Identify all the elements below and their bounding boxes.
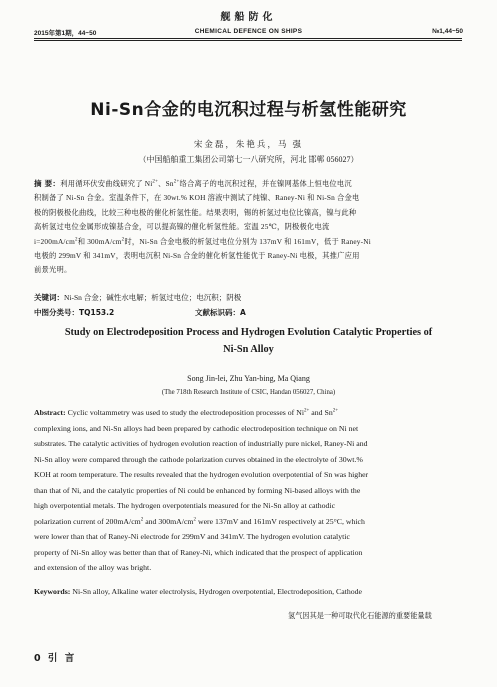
authors-cn: 宋金磊，朱艳兵，马 强 — [193, 139, 304, 149]
abstract-cn-text: 利用循环伏安曲线研究了 Ni — [60, 179, 153, 188]
abstract-en-text: and Sn — [309, 408, 333, 417]
clc-label: 中图分类号： — [34, 308, 79, 317]
abstract-en-text: than that of Ni, and the catalytic properties of Ni could be enhanced by forming Ni-based alloys with the — [34, 485, 361, 495]
abstract-cn-label: 摘 要： — [34, 179, 61, 188]
keywords-en-label: Keywords: — [34, 587, 71, 596]
affiliation-cn: （中国船舶重工集团公司第七一八研究所，河北 邯郸 056027） — [138, 155, 359, 164]
abstract-en-text: high overpotential metals. The hydrogen overpotentials measured for the Ni-Sn alloy at cathodic — [34, 501, 336, 510]
abstract-en-text: were lower than that of Raney-Ni electrode for 299mV and 341mV. The hydrogen evolution catalytic — [34, 532, 350, 541]
keywords-cn-text: Ni-Sn 合金；碱性水电解；析氢过电位；电沉积；阴极 — [64, 293, 242, 302]
section-heading-introduction: 0 引 言 — [34, 653, 77, 664]
abstract-en-text: KOH at room temperature. The results revealed that the hydrogen evolution overpotential of Sn was higher — [34, 470, 369, 479]
document-code — [195, 307, 246, 318]
abstract-en-text: polarization current of 200mA/cm — [34, 516, 141, 526]
abstract-cn-text: 、Sn — [158, 179, 174, 188]
abstract-en-text: and extension of the alloy was bright. — [34, 563, 152, 572]
abstract-en-text: substrates. The catalytic activities of hydrogen evolution reaction of industrially pure nickel, Raney-Ni and — [34, 439, 368, 448]
keywords-en — [34, 587, 464, 596]
authors-en: Song Jin-lei, Zhu Yan-bing, Ma Qiang — [187, 374, 310, 383]
superscript: 2+ — [332, 408, 339, 414]
header-rule-2 — [34, 40, 462, 41]
paper-title-en-line1: Study on Electrodeposition Process and Hydrogen Evolution Catalytic Properties of — [64, 327, 433, 338]
issue-number: №1,44~50 — [432, 28, 463, 35]
superscript: 2 — [74, 237, 78, 243]
abstract-en-text: complexing ions, and Ni-Sn alloys had been prepared by cathodic electrodeposition technique on Ni net — [34, 423, 359, 433]
superscript: 2 — [140, 516, 144, 522]
abstract-cn-text: 时，Ni-Sn 合金电极的析氢过电位分别为 137mV 和 161mV，低于 Raney-Ni — [124, 236, 371, 246]
abstract-en — [34, 405, 464, 576]
intro-first-line: 氢气因其是一种可取代化石能源的重要能量载 — [288, 612, 432, 620]
abstract-en-text: and 300mA/cm — [143, 516, 194, 526]
abstract-cn-text: 前景光明。 — [34, 265, 72, 275]
paper-title-cn: Ni-Sn合金的电沉积过程与析氢性能研究 — [90, 100, 407, 120]
superscript: 2 — [193, 516, 196, 522]
doc-id-value: A — [240, 308, 246, 317]
abstract-cn-text: 积制备了 Ni-Sn 合金。室温条件下，在 30wt.% KOH 溶液中测试了纯镍、Raney-Ni 和 Ni-Sn 合金电 — [34, 193, 360, 203]
affiliation-en: (The 718th Research Institute of CSIC, Handan 056027, China) — [161, 389, 336, 396]
abstract-en-text: were 137mV and 161mV respectively at 25°C, which — [196, 516, 365, 526]
keywords-en-text: Ni-Sn alloy, Alkaline water electrolysis, Hydrogen overpotential, Electrodeposition, Cathode — [70, 587, 362, 596]
abstract-cn-text: 高析氢过电位金属形成镍基合金，可以提高镍的催化析氢性能。室温 25℃，阴极极化电流 — [34, 222, 330, 232]
header-rule — [34, 38, 462, 39]
abstract-cn-text: i=200mA/cm — [34, 236, 75, 246]
abstract-en-label: Abstract: — [34, 408, 66, 417]
superscript: 2+ — [173, 179, 180, 185]
abstract-en-text: Cyclic voltammetry was used to study the electrodeposition processes of Ni — [65, 408, 305, 417]
abstract-cn-text: 络合离子的电沉积过程，并在镍网基体上恒电位电沉 — [179, 179, 352, 188]
keywords-cn-label: 关键词： — [34, 293, 64, 302]
journal-title-en: CHEMICAL DEFENCE ON SHIPS — [194, 28, 303, 35]
clc-number — [34, 307, 114, 318]
doc-id-label: 文献标识码： — [195, 308, 240, 317]
abstract-cn — [34, 177, 462, 278]
journal-title: 舰船防化 — [220, 12, 277, 23]
abstract-en-text: property of Ni-Sn alloy was better than that of Raney-Ni, which indicated that the prospect of application — [34, 547, 363, 557]
superscript: 2 — [121, 237, 125, 243]
abstract-cn-text: 电极的 299mV 和 341mV，表明电沉积 Ni-Sn 合金的催化析氢性能优于 Raney-Ni 电极，其推广应用 — [34, 251, 360, 261]
abstract-cn-text: 和 300mA/cm — [77, 236, 122, 246]
keywords-cn — [34, 292, 462, 303]
paper-title-en — [40, 324, 457, 358]
superscript: 2+ — [152, 179, 159, 185]
clc-value: TQ153.2 — [79, 308, 115, 317]
issue-info: 2015年第1期，44~50 — [34, 30, 97, 37]
abstract-cn-text: 极的阴极极化曲线，比较三种电极的催化析氢性能。结果表明，锡的析氢过电位比镍高，镍与此种 — [34, 207, 357, 217]
paper-title-en-line2: Ni-Sn Alloy — [223, 344, 274, 355]
superscript: 2+ — [304, 408, 310, 414]
abstract-en-text: Ni-Sn alloy were compared through the cathode polarization curves obtained in the electrolyte of 30wt.% — [34, 454, 363, 464]
